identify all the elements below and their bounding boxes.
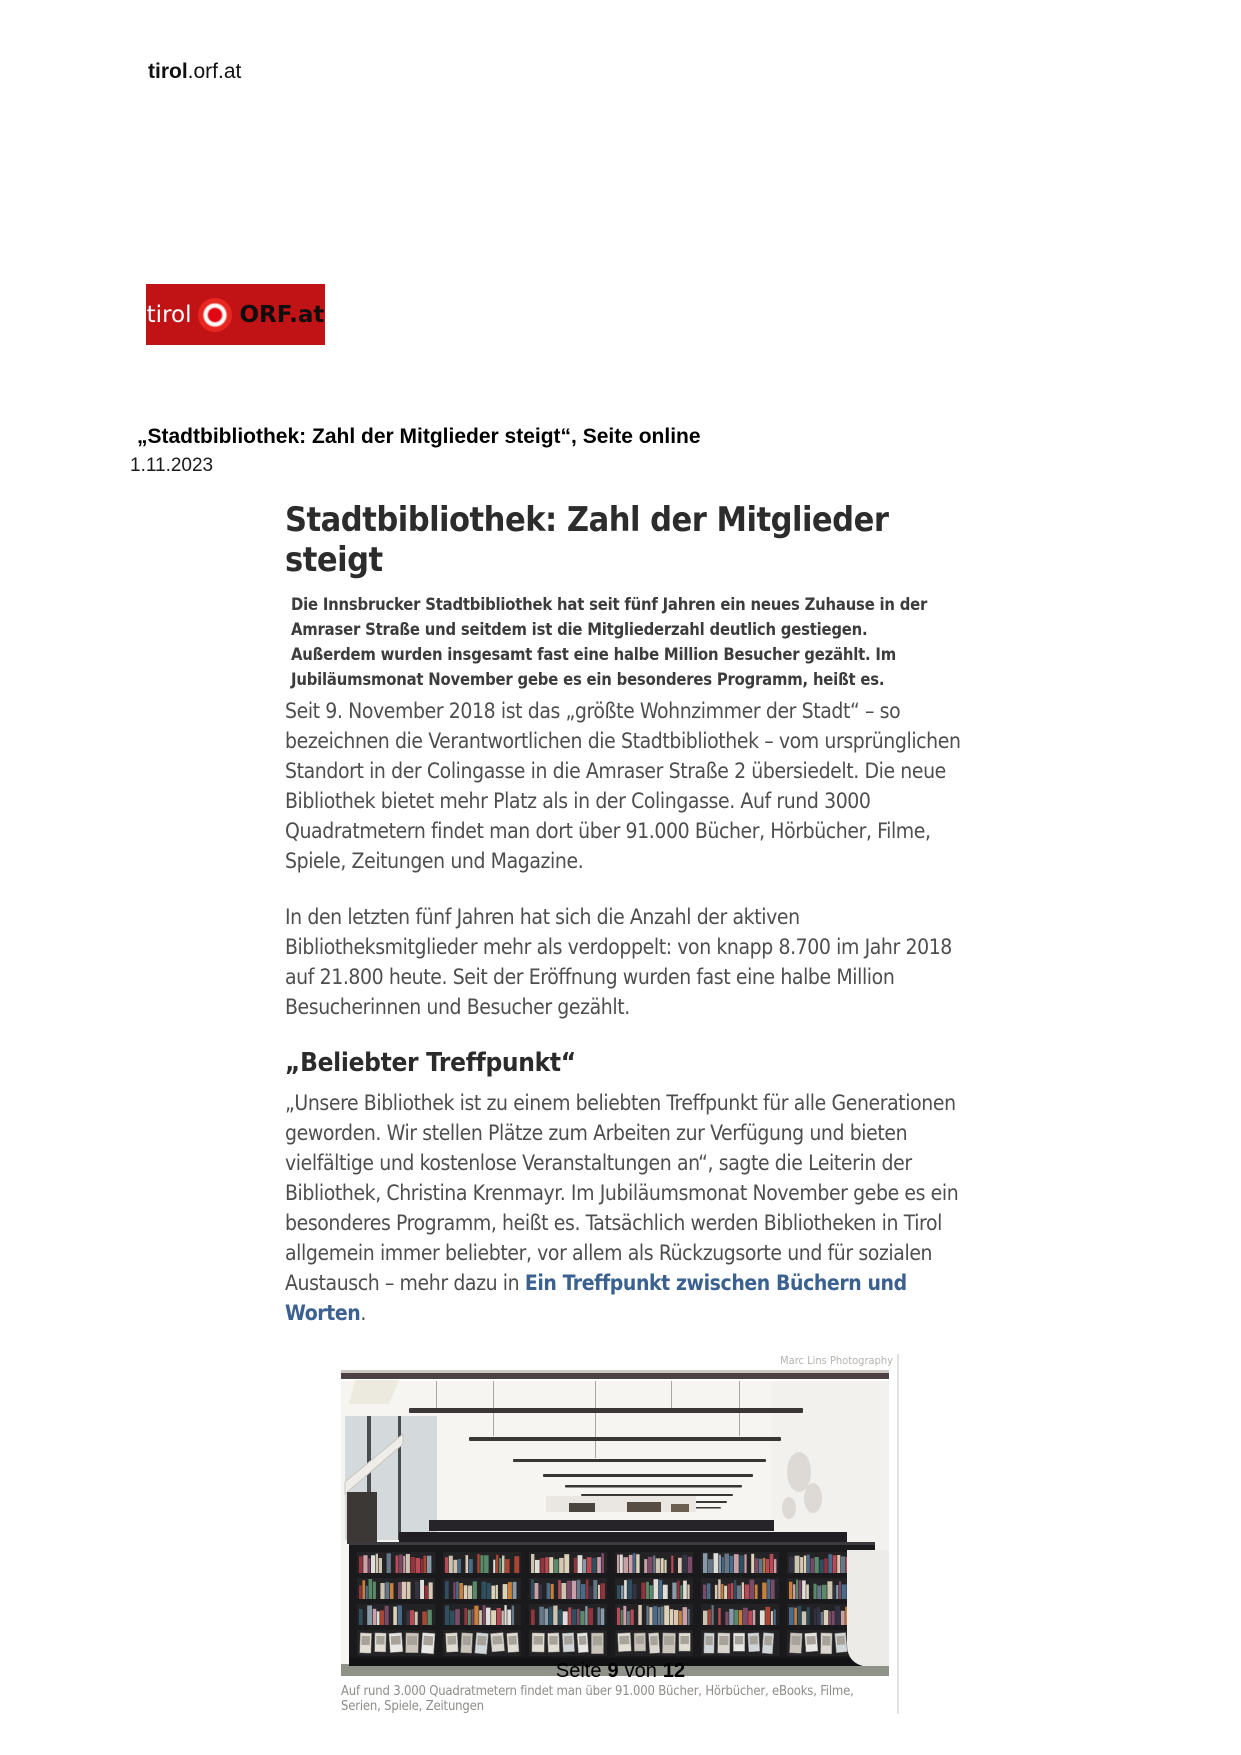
article-subheading: „Beliebter Treffpunkt“ — [285, 1048, 576, 1078]
logo-brand-label: ORF.at — [239, 301, 325, 328]
site-header — [148, 60, 241, 84]
footer-total-pages: 12 — [662, 1660, 686, 1682]
page-number-footer — [0, 1660, 1241, 1683]
site-header-bold: tirol — [148, 60, 188, 83]
tirol-orf-logo — [146, 284, 325, 345]
article-paragraph-2: In den letzten fünf Jahren hat sich die Anzahl der aktiven Bibliotheksmitglieder mehr als verdoppelt: von knapp 8.700 im Jahr 2018 auf 21.800 heute. Seit der Eröffnung wurden fast eine halbe Million Besucherinnen und Besucher gezählt. — [285, 905, 952, 1019]
document-date: 1.11.2023 — [130, 455, 214, 476]
article-link[interactable]: Ein Treffpunkt zwischen Büchern und Worten — [285, 1271, 907, 1325]
article-content — [285, 500, 975, 1714]
footer-word-of: von — [624, 1660, 657, 1682]
footer-word-page: Seite — [555, 1660, 602, 1682]
link-period: . — [360, 1301, 366, 1325]
photo-credit: Marc Lins Photography — [780, 1354, 893, 1367]
article-paragraph-1: Seit 9. November 2018 ist das „größte Wohnzimmer der Stadt“ – so bezeichnen die Verantwortlichen die Stadtbibliothek – vom ursprünglichen Standort in der Colingasse in die Amraser Straße 2 übersiedelt. Die neue Bibliothek bietet mehr Platz als in der Colingasse. Auf rund 3000 Quadratmetern findet man dort über 91.000 Bücher, Hörbücher, Filme, Spiele, Zeitungen und Magazine. — [285, 699, 961, 873]
article-paragraph-3 — [285, 1088, 965, 1328]
photo-caption: Auf rund 3.000 Quadratmetern findet man über 91.000 Bücher, Hörbücher, eBooks, Filme, Serien, Spiele, Zeitungen — [341, 1684, 854, 1714]
logo-region-label: tirol — [146, 301, 192, 328]
article-lead: Die Innsbrucker Stadtbibliothek hat seit fünf Jahren ein neues Zuhause in der Amraser Straße und seitdem ist die Mitgliederzahl deutlich gestiegen. Außerdem wurden insgesamt fast eine halbe Million Besucher gezählt. Im Jubiläumsmonat November gebe es ein besonderes Programm, heißt es. — [291, 595, 928, 689]
document-heading: „Stadtbibliothek: Zahl der Mitglieder steigt“, Seite online — [137, 425, 701, 448]
orf-eye-icon — [198, 298, 232, 332]
article-title: Stadtbibliothek: Zahl der Mitglieder steigt — [285, 500, 889, 580]
paragraph-3-text: „Unsere Bibliothek ist zu einem beliebten Treffpunkt für alle Generationen geworden. Wir stellen Plätze zum Arbeiten zur Verfügung und bieten vielfältige und kostenlose Veranstaltungen an“, sagte die Leiterin der Bibliothek, Christina Krenmayr. Im Jubiläumsmonat November gebe es ein besonderes Programm, heißt es. Tatsächlich werden Bibliotheken in Tirol allgemein immer beliebter, vor allem als Rückzugsorte und für sozialen Austausch – mehr dazu in — [285, 1091, 959, 1295]
site-header-rest: .orf.at — [187, 60, 242, 83]
footer-current-page: 9 — [607, 1660, 619, 1682]
library-photo — [341, 1370, 889, 1676]
